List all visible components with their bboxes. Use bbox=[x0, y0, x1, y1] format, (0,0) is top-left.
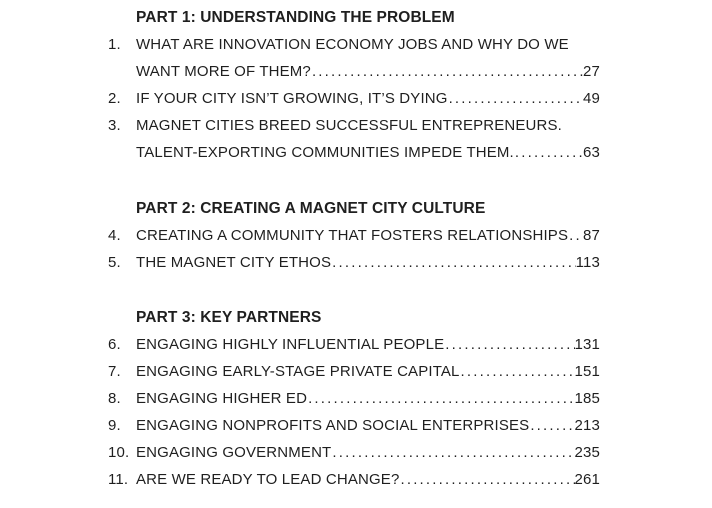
chapter-title: IF YOUR CITY ISN’T GROWING, IT’S DYING bbox=[136, 90, 448, 107]
page-number: 151 bbox=[574, 363, 600, 380]
page-number: 261 bbox=[574, 471, 600, 488]
chapter-number: 7. bbox=[108, 363, 121, 380]
chapter-title: ARE WE READY TO LEAD CHANGE? bbox=[136, 471, 400, 488]
dot-leader bbox=[399, 466, 574, 493]
chapter-title: THE MAGNET CITY ETHOS bbox=[136, 254, 332, 271]
page-number: 87 bbox=[583, 227, 600, 244]
page-number: 131 bbox=[574, 336, 600, 353]
chapter-number: 10. bbox=[108, 444, 130, 461]
dot-leader bbox=[331, 249, 576, 276]
page-number: 27 bbox=[583, 63, 600, 80]
toc-entry-continuation[interactable] bbox=[108, 139, 600, 166]
dot-leader bbox=[448, 85, 583, 112]
toc-entry[interactable] bbox=[108, 412, 600, 439]
page-number: 235 bbox=[574, 444, 600, 461]
chapter-title: CREATING A COMMUNITY THAT FOSTERS RELATIONSHIPS bbox=[136, 227, 569, 244]
dot-leader bbox=[514, 139, 583, 166]
toc-entry[interactable] bbox=[108, 112, 600, 139]
chapter-title: ENGAGING NONPROFITS AND SOCIAL ENTERPRISES bbox=[136, 417, 530, 434]
chapter-title: ENGAGING EARLY-STAGE PRIVATE CAPITAL bbox=[136, 363, 460, 380]
page-number: 213 bbox=[574, 417, 600, 434]
page-number: 113 bbox=[575, 254, 600, 271]
part-title: PART 3: KEY PARTNERS bbox=[136, 309, 322, 326]
dot-leader bbox=[529, 412, 574, 439]
chapter-title: MAGNET CITIES BREED SUCCESSFUL ENTREPRENEURS. bbox=[136, 117, 562, 134]
dot-leader bbox=[331, 439, 574, 466]
part-title: PART 2: CREATING A MAGNET CITY CULTURE bbox=[136, 200, 486, 217]
chapter-title: ENGAGING GOVERNMENT bbox=[136, 444, 332, 461]
dot-leader bbox=[460, 358, 575, 385]
toc-entry[interactable] bbox=[108, 85, 600, 112]
chapter-number: 5. bbox=[108, 254, 121, 271]
page-number: 49 bbox=[583, 90, 600, 107]
toc-entry[interactable] bbox=[108, 385, 600, 412]
dot-leader bbox=[444, 331, 574, 358]
page-number: 185 bbox=[574, 390, 600, 407]
chapter-title-line2: TALENT-EXPORTING COMMUNITIES IMPEDE THEM. bbox=[136, 144, 514, 161]
chapter-number: 9. bbox=[108, 417, 121, 434]
toc-entry[interactable] bbox=[108, 466, 600, 493]
part-title: PART 1: UNDERSTANDING THE PROBLEM bbox=[136, 9, 455, 26]
chapter-number: 11. bbox=[108, 471, 129, 488]
chapter-number: 1. bbox=[108, 36, 121, 53]
toc-entry[interactable] bbox=[108, 358, 600, 385]
toc-entry[interactable] bbox=[108, 31, 600, 58]
chapter-number: 6. bbox=[108, 336, 121, 353]
chapter-title: ENGAGING HIGHER ED bbox=[136, 390, 308, 407]
toc-entry[interactable] bbox=[108, 331, 600, 358]
toc-entry[interactable] bbox=[108, 222, 600, 249]
dot-leader bbox=[311, 58, 583, 85]
toc-entry[interactable] bbox=[108, 439, 600, 466]
page-number: 63 bbox=[583, 144, 600, 161]
chapter-number: 2. bbox=[108, 90, 121, 107]
chapter-title: ENGAGING HIGHLY INFLUENTIAL PEOPLE bbox=[136, 336, 445, 353]
chapter-number: 4. bbox=[108, 227, 121, 244]
chapter-number: 8. bbox=[108, 390, 121, 407]
toc-entry[interactable] bbox=[108, 249, 600, 276]
toc-entry-continuation[interactable] bbox=[108, 58, 600, 85]
chapter-title: WHAT ARE INNOVATION ECONOMY JOBS AND WHY DO WE bbox=[136, 36, 569, 53]
dot-leader bbox=[307, 385, 574, 412]
chapter-number: 3. bbox=[108, 117, 121, 134]
chapter-title-line2: WANT MORE OF THEM? bbox=[136, 63, 311, 80]
dot-leader bbox=[568, 222, 583, 249]
